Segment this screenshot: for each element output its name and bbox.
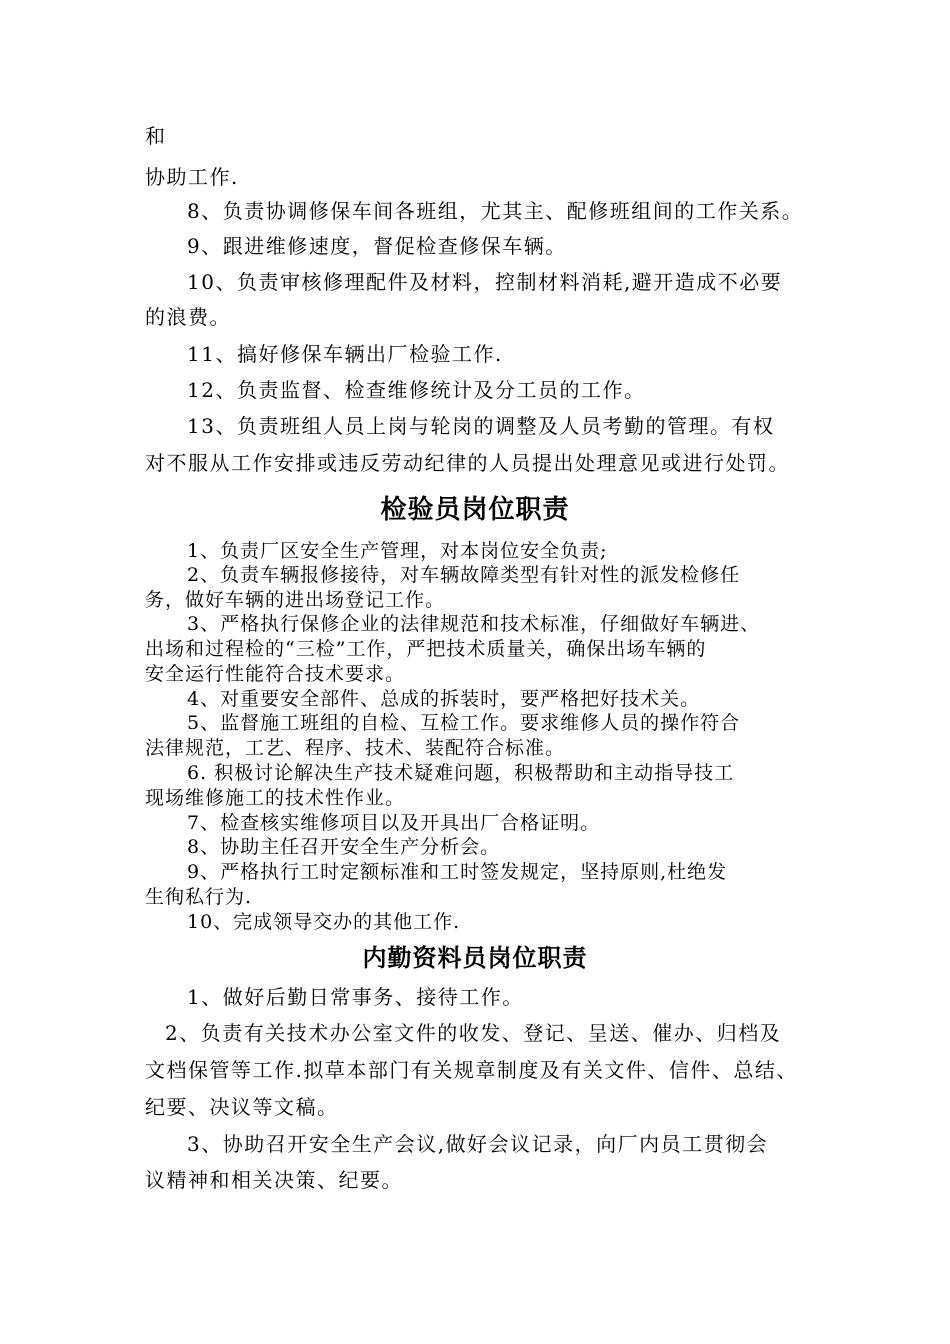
text-line: 协助工作. — [145, 165, 239, 189]
text-line: 务，做好车辆的进出场登记工作。 — [145, 589, 446, 611]
duty-item-13: 13、负责班组人员上岗与轮岗的调整及人员考勤的管理。有权 — [187, 414, 775, 438]
section-heading: 内勤资料员岗位职责 — [362, 944, 588, 972]
duty-item-3: 3、协助召开安全生产会议,做好会议记录，向厂内员工贯彻会 — [187, 1132, 769, 1156]
duty-item-8: 8、负责协调修保车间各班组，尤其主、配修班组间的工作关系。 — [187, 199, 804, 223]
text-line: 现场维修施工的技术性作业。 — [145, 787, 406, 809]
duty-item-9: 9、严格执行工时定额标准和工时签发规定，坚持原则,杜绝发 — [187, 861, 728, 883]
text-line: 纪要、决议等文稿。 — [145, 1095, 339, 1119]
text-line: 议精神和相关决策、纪要。 — [145, 1168, 403, 1192]
duty-item-4: 4、对重要安全部件、总成的拆装时，要严格把好技术关。 — [187, 688, 701, 710]
duty-item-2: 2、负责车辆报修接待，对车辆故障类型有针对性的派发检修任 — [187, 564, 741, 586]
duty-item-1: 1、做好后勤日常事务、接待工作。 — [187, 985, 524, 1009]
duty-item-9: 9、跟进维修速度，督促检查修保车辆。 — [187, 234, 567, 258]
text-line: 和 — [145, 124, 167, 148]
duty-item-10: 10、负责审核修理配件及材料，控制材料消耗,避开造成不必要 — [187, 270, 783, 294]
duty-item-6: 6. 积极讨论解决生产技术疑难问题，积极帮助和主动指导技工 — [187, 762, 735, 784]
duty-item-12: 12、负责监督、检查维修统计及分工员的工作。 — [187, 378, 646, 402]
text-line: 法律规范，工艺、程序、技术、装配符合标准。 — [145, 737, 566, 759]
text-line: 对不服从工作安排或违反劳动纪律的人员提出处理意见或进行处罚。 — [145, 451, 790, 475]
duty-item-7: 7、检查核实维修项目以及开具出厂合格证明。 — [187, 812, 601, 834]
text-line: 安全运行性能符合技术要求。 — [145, 663, 406, 685]
duty-item-3: 3、严格执行保修企业的法律规范和技术标准，仔细做好车辆进、 — [187, 613, 761, 635]
text-line: 生徇私行为. — [145, 886, 253, 908]
text-line: 文档保管等工作.拟草本部门有关规章制度及有关文件、信件、总结、 — [145, 1058, 798, 1082]
duty-item-1: 1、负责厂区安全生产管理，对本岗位安全负责; — [187, 540, 608, 562]
duty-item-2: 2、负责有关技术办公室文件的收发、登记、呈送、催办、归档及 — [165, 1021, 782, 1045]
duty-item-10: 10、完成领导交办的其他工作. — [187, 911, 461, 933]
section-heading: 检验员岗位职责 — [380, 495, 570, 525]
duty-item-11: 11、搞好修保车辆出厂检验工作. — [187, 342, 503, 366]
text-line: 的浪费。 — [145, 305, 231, 329]
duty-item-8: 8、协助主任召开安全生产分析会。 — [187, 836, 501, 858]
text-line: 出场和过程检的“三检”工作，严把技术质量关，确保出场车辆的 — [145, 638, 707, 660]
duty-item-5: 5、监督施工班组的自检、互检工作。要求维修人员的操作符合 — [187, 712, 741, 734]
